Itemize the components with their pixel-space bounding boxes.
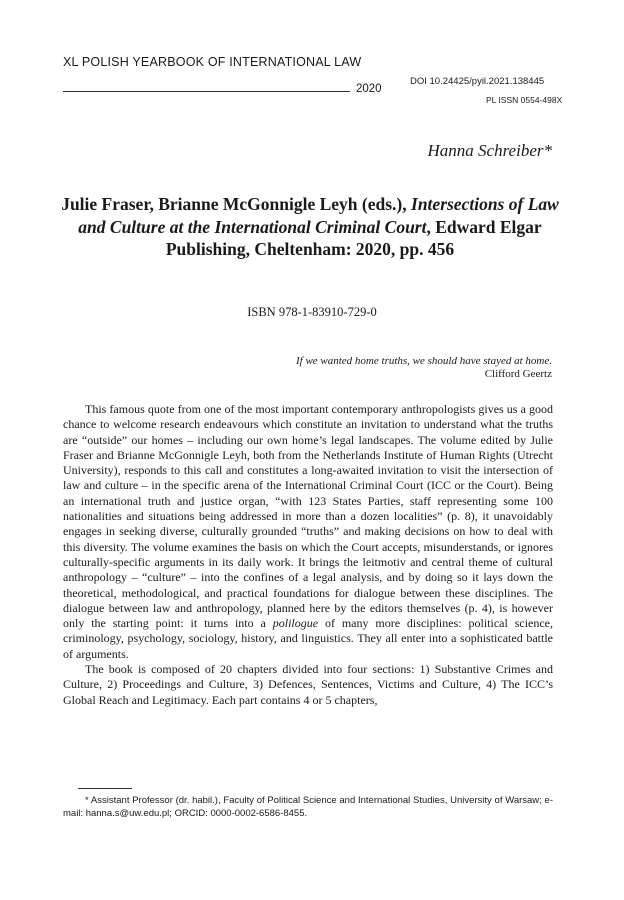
footnote-rule [78, 788, 132, 789]
review-author: Hanna Schreiber* [427, 141, 552, 160]
epigraph-quote: If we wanted home truths, we should have stayed at home. [295, 355, 552, 367]
paragraph: The book is composed of 20 chapters divided into four sections: 1) Substantive Crimes and Culture, 2) Proceedings and Culture, 3) Defences, Sentences, Victims and Culture, 4) The ICC’s Global Reach and Legitimacy. Each part contains 4 or 5 chapters, [63, 662, 553, 707]
author-footnote: * Assistant Professor (dr. habil.), Faculty of Political Science and International Studies, University of Warsaw; e-mail: hanna.s@uw.edu.pl; ORCID: 0000-0002-6586-8455. [63, 795, 553, 819]
book-publisher: , Edward Elgar Publishing, Cheltenham: 2020, pp. 456 [165, 216, 542, 259]
isbn: ISBN 978-1-83910-729-0 [247, 305, 377, 319]
reviewed-book-title [60, 193, 560, 261]
book-editors: Julie Fraser, Brianne McGonnigle Leyh (eds.), [61, 194, 407, 214]
epigraph-attribution: Clifford Geertz [484, 368, 552, 380]
header-rule [63, 91, 350, 92]
journal-year: 2020 [356, 83, 382, 95]
emphasis: polilogue [272, 616, 319, 631]
paragraph: This famous quote from one of the most important contemporary anthropologists gives us a good chance to welcome research endeavours which constitute an invitation to understand what the truths are “outside” our homes – including our own home’s legal landscapes. The volume edited by Julie Fraser and Brianne McGonnigle Leyh, both from the Netherlands Institute of Human Rights (Utrecht University), responds to this call and constitutes a long-awaited invitation to visit the intersection of law and culture – in the specific arena of the International Criminal Court (ICC or the Court). Being an international truth and justice organ, “with 123 States Parties, staff representing some 100 nationalities and situations being addressed in more than a dozen localities” (p. 8), it unavoidably engages in seeking diverse, culturally grounded “truths” and making decisions on how to deal with this diversity. The volume examines the basis on which the Court accepts, misunderstands, or ignores culturally-specific arguments in its daily work. It brings the leitmotiv and central theme of cultural anthropology – “culture” – into the confines of a legal analysis, and by doing so it lays down the theoretical, methodological, and practical foundations for dialogue between these disciplines. The dialogue between law and anthropology, planned here by the editors themselves (p. 4), is however only the starting point: it turns into a polilogue of many more disciplines: political science, criminology, psychology, sociology, history, and linguistics. They all enter into a sophisticated battle of arguments. [63, 402, 554, 661]
journal-title: XL POLISH YEARBOOK OF INTERNATIONAL LAW [63, 55, 362, 69]
doi[interactable]: DOI 10.24425/pyil.2021.138445 [410, 76, 545, 87]
review-body [63, 402, 553, 708]
book-title: Intersections of Law and Culture at the International Criminal Court [78, 194, 559, 237]
issn: PL ISSN 0554-498X [486, 95, 563, 105]
